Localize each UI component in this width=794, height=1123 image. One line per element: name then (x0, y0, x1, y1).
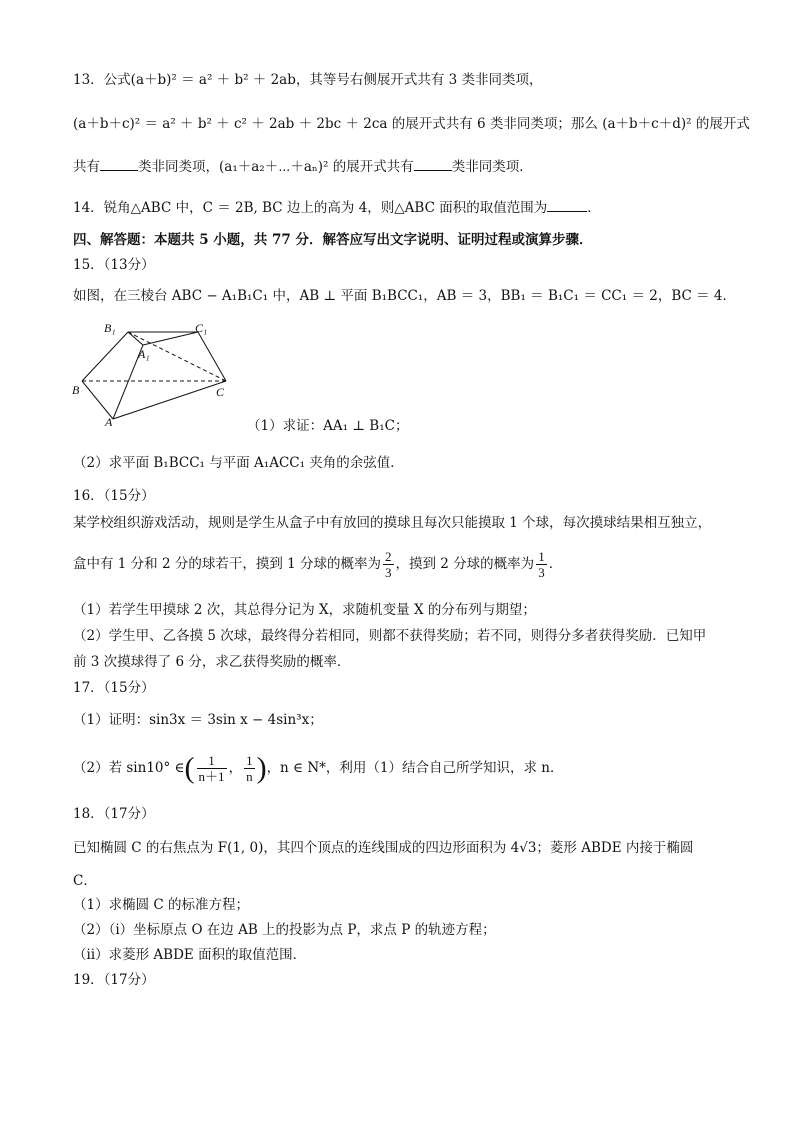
q13-line1: 13．公式(a＋b)² ＝ a² ＋ b² ＋ 2ab，其等号右侧展开式共有 3 类非同类项， (73, 72, 543, 88)
q19-number: 19．（17分） (73, 972, 155, 988)
fraction-separator: ， (228, 760, 243, 776)
q18-part2ii: （ⅱ）求菱形 ABDE 面积的取值范围． (73, 947, 307, 963)
q16-part2a: （2）学生甲、乙各摸 5 次球，最终得分若相同，则都不获得奖励；若不同，则得分多者获得奖励．已知甲 (73, 628, 707, 644)
q17-part2-a: （2）若 sin10° ∈ (73, 760, 185, 776)
q18-part1: （1）求椭圆 C 的标准方程； (73, 897, 250, 913)
edge-ac (113, 381, 226, 419)
label-c1: C₁ (195, 321, 208, 335)
q18-part2i: （2）（ⅰ）坐标原点 O 在边 AB 上的投影为点 P，求点 P 的轨迹方程； (73, 922, 496, 938)
q13-line3 (73, 156, 533, 177)
q16-stem2-a: 盒中有 1 分和 2 分的球若干，摸到 1 分球的概率为 (73, 556, 382, 572)
label-c: C (216, 385, 225, 399)
q16-stem2-c: ． (548, 556, 563, 572)
label-b: B (72, 383, 80, 397)
q17-number: 17．（15分） (73, 680, 155, 696)
q16-part1: （1）若学生甲摸球 2 次，其总得分记为 X，求随机变量 X 的分布列与期望； (73, 602, 536, 618)
q15-number: 15．（13分） (73, 257, 155, 273)
q16-part2b: 前 3 次摸球得了 6 分，求乙获得奖励的概率． (73, 654, 351, 670)
q16-stem1: 某学校组织游戏活动，规则是学生从盒子中有放回的摸球且每次只能摸取 1 个球，每次摸球结果相互独立， (73, 515, 712, 531)
fraction-denominator: n＋1 (198, 769, 225, 784)
q15-part2: （2）求平面 B₁BCC₁ 与平面 A₁ACC₁ 夹角的余弦值． (73, 455, 404, 471)
q14-end: ． (587, 200, 601, 216)
frustum-figure (68, 318, 268, 433)
edge-c1a1 (143, 332, 198, 345)
fraction-one-third (536, 549, 547, 580)
edge-b1b (82, 332, 128, 381)
fraction-one-over-n (244, 753, 255, 784)
q15-part1: （1）求证：AA₁ ⊥ B₁C； (247, 418, 409, 434)
q17-part1: （1）证明：sin3x ＝ 3sin x − 4sin³x； (73, 712, 323, 728)
left-paren: ( (184, 751, 195, 785)
fraction-numerator: 1 (208, 753, 215, 768)
q18-stem2: C． (73, 873, 97, 889)
q17-part2-b: ，n ∈ N*，利用（1）结合自己所学知识，求 n． (266, 760, 564, 776)
answer-blank (547, 197, 587, 212)
q18-number: 18．（17分） (73, 806, 155, 822)
answer-blank (414, 156, 452, 171)
fraction-denominator: 3 (538, 565, 545, 580)
edge-ba (82, 381, 113, 419)
fraction-numerator: 1 (538, 549, 545, 564)
q13-line2: (a＋b＋c)² ＝ a² ＋ b² ＋ c² ＋ 2ab ＋ 2bc ＋ 2ca 的展开式共有 6 类非同类项；那么 (a＋b＋c＋d)² 的展开式 (73, 116, 750, 132)
right-paren: ) (256, 751, 267, 785)
fraction-one-over-n-plus-1 (197, 753, 227, 784)
fraction-two-thirds (383, 549, 394, 580)
fraction-numerator: 1 (246, 753, 253, 768)
q17-part2 (73, 748, 563, 788)
fraction-denominator: 3 (385, 565, 392, 580)
q15-stem: 如图，在三棱台 ABC − A₁B₁C₁ 中，AB ⊥ 平面 B₁BCC₁，AB ＝ 3，BB₁ ＝ B₁C₁ ＝ CC₁ ＝ 2，BC ＝ 4． (73, 288, 737, 304)
label-b1: B₁ (104, 321, 116, 335)
q16-stem2 (73, 546, 562, 582)
label-a1: A₁ (138, 347, 150, 361)
fraction-denominator: n (246, 769, 253, 784)
q13-line3-c: 类非同类项． (451, 159, 533, 175)
answer-blank (100, 156, 138, 171)
section-heading: 四、解答题：本题共 5 小题，共 77 分．解答应写出文字说明、证明过程或演算步骤． (73, 232, 593, 248)
q13-line3-a: 共有 (73, 159, 100, 175)
label-a: A (105, 415, 113, 429)
q14-line (73, 197, 601, 218)
q16-number: 16．（15分） (73, 488, 155, 504)
q18-stem1: 已知椭圆 C 的右焦点为 F(1, 0)，其四个顶点的连线围成的四边形面积为 4√3；菱形 ABDE 内接于椭圆 (73, 840, 694, 856)
q16-stem2-b: ，摸到 2 分球的概率为 (395, 556, 535, 572)
fraction-numerator: 2 (385, 549, 392, 564)
q13-line3-b: 类非同类项，(a₁＋a₂＋⋯＋aₙ)² 的展开式共有 (138, 159, 414, 175)
q14-text: 14．锐角△ABC 中，C ＝ 2B, BC 边上的高为 4，则△ABC 面积的取值范围为 (73, 200, 548, 216)
